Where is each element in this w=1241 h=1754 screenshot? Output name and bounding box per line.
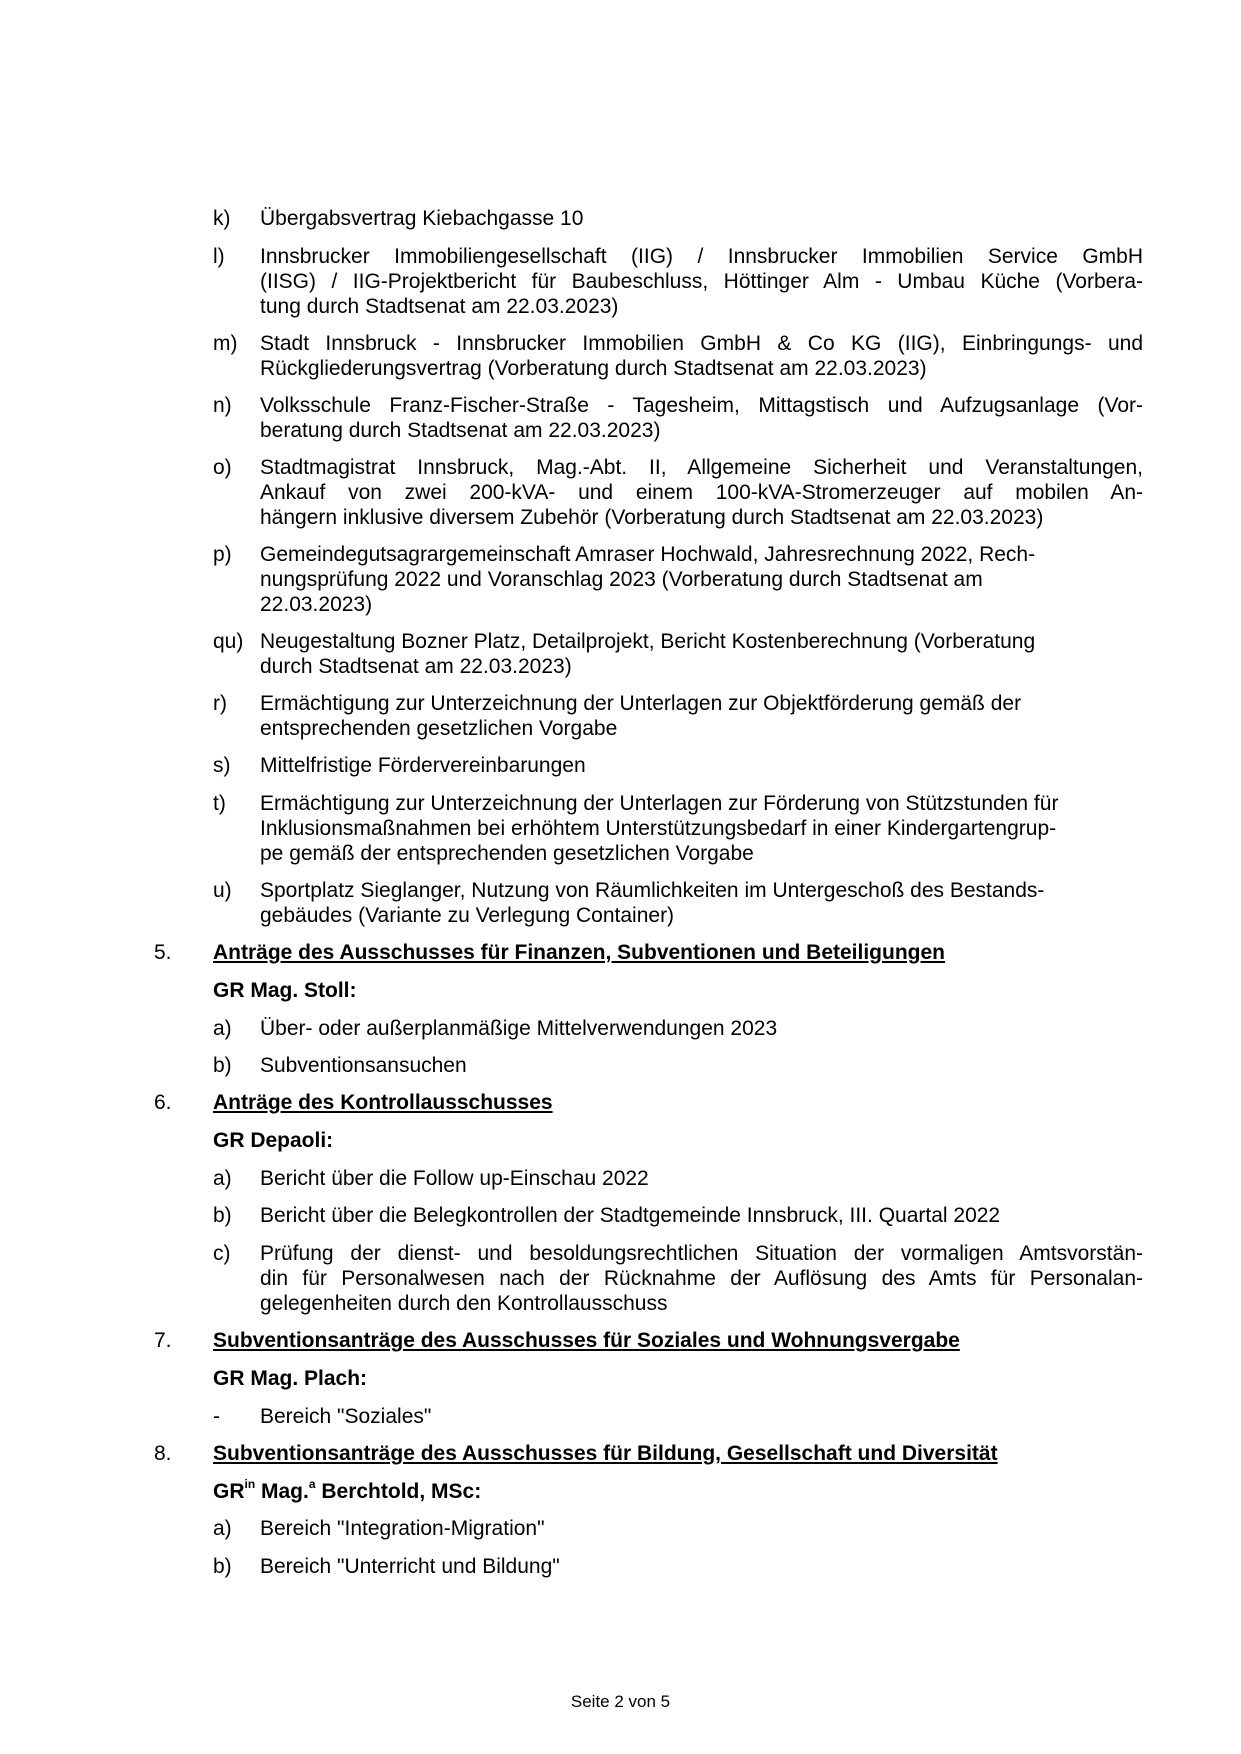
item-text xyxy=(260,629,1143,679)
item-text: Über- oder außerplanmäßige Mittelverwendungen 2023 xyxy=(260,1017,778,1040)
item-text: Übergabsvertrag Kiebachgasse 10 xyxy=(260,207,584,230)
item-text-line: Inklusionsmaßnahmen bei erhöhtem Unterstützungsbedarf in einer Kindergartengrup- xyxy=(260,817,1057,840)
section-number: 8. xyxy=(154,1442,172,1465)
item-text-line: Ermächtigung zur Unterzeichnung der Unterlagen zur Förderung von Stützstunden für xyxy=(260,792,1059,815)
item-text-line: Innsbrucker Immobiliengesellschaft (IIG) / Innsbrucker Immobilien Service GmbH xyxy=(260,245,1143,268)
item-label: s) xyxy=(213,754,231,777)
section-8-speaker xyxy=(213,1479,481,1504)
item-text: Mittelfristige Fördervereinbarungen xyxy=(260,754,586,777)
item-label: r) xyxy=(213,692,227,715)
item-text xyxy=(260,878,1143,928)
item-text-line: Prüfung der dienst- und besoldungsrechtlichen Situation der vormaligen Amtsvorstän- xyxy=(260,1242,1143,1265)
item-text-line: gelegenheiten durch den Kontrollausschuss xyxy=(260,1292,668,1315)
item-label: - xyxy=(213,1405,220,1428)
section-title: Subventionsanträge des Ausschusses für Bildung, Gesellschaft und Diversität xyxy=(213,1442,998,1465)
section-number: 7. xyxy=(154,1329,172,1352)
section-number: 6. xyxy=(154,1091,172,1114)
item-text-line: beratung durch Stadtsenat am 22.03.2023) xyxy=(260,419,661,442)
item-label: n) xyxy=(213,394,232,417)
item-label: b) xyxy=(213,1555,232,1578)
item-text-line: Ankauf von zwei 200-kVA- und einem 100-kVA-Stromerzeuger auf mobilen An- xyxy=(260,481,1143,504)
section-7-speaker: GR Mag. Plach: xyxy=(213,1367,368,1390)
item-text: Bericht über die Follow up-Einschau 2022 xyxy=(260,1167,649,1190)
item-label: k) xyxy=(213,207,231,230)
item-label: a) xyxy=(213,1017,232,1040)
item-text xyxy=(260,1241,1143,1316)
item-text xyxy=(260,455,1143,530)
item-label: p) xyxy=(213,543,232,566)
item-text-line: (IISG) / IIG-Projektbericht für Baubeschluss, Höttinger Alm - Umbau Küche (Vorbera- xyxy=(260,270,1143,293)
item-text-line: Rückgliederungsvertrag (Vorberatung durch Stadtsenat am 22.03.2023) xyxy=(260,357,927,380)
item-label: b) xyxy=(213,1204,232,1227)
item-label: l) xyxy=(213,245,225,268)
item-text-line: nungsprüfung 2022 und Voranschlag 2023 (Vorberatung durch Stadtsenat am xyxy=(260,568,983,591)
item-text-line: hängern inklusive diversem Zubehör (Vorberatung durch Stadtsenat am 22.03.2023) xyxy=(260,506,1044,529)
item-label: o) xyxy=(213,456,232,479)
item-text-line: din für Personalwesen nach der Rücknahme der Auflösung des Amts für Personalan- xyxy=(260,1267,1143,1290)
item-text: Bereich "Unterricht und Bildung" xyxy=(260,1555,560,1578)
section-6-speaker: GR Depaoli: xyxy=(213,1129,334,1152)
item-text: Bericht über die Belegkontrollen der Stadtgemeinde Innsbruck, III. Quartal 2022 xyxy=(260,1204,1001,1227)
item-text-line: entsprechenden gesetzlichen Vorgabe xyxy=(260,717,618,740)
item-text: Subventionsansuchen xyxy=(260,1054,467,1077)
section-title: Subventionsanträge des Ausschusses für Soziales und Wohnungsvergabe xyxy=(213,1329,960,1352)
item-text-line: tung durch Stadtsenat am 22.03.2023) xyxy=(260,295,619,318)
item-text-line: 22.03.2023) xyxy=(260,593,373,616)
section-title: Anträge des Ausschusses für Finanzen, Subventionen und Beteiligungen xyxy=(213,941,945,964)
item-text-line: gebäudes (Variante zu Verlegung Container) xyxy=(260,904,675,927)
item-text-line: Gemeindegutsagrargemeinschaft Amraser Hochwald, Jahresrechnung 2022, Rech- xyxy=(260,543,1036,566)
item-text xyxy=(260,791,1143,866)
item-label: a) xyxy=(213,1517,232,1540)
section-title: Anträge des Kontrollausschusses xyxy=(213,1091,553,1114)
item-text-line: Ermächtigung zur Unterzeichnung der Unterlagen zur Objektförderung gemäß der xyxy=(260,692,1022,715)
item-text xyxy=(260,691,1143,741)
item-label: m) xyxy=(213,332,238,355)
speaker-prefix: GR xyxy=(213,1480,245,1503)
item-label: qu) xyxy=(213,630,244,653)
item-text-line: Volksschule Franz-Fischer-Straße - Tagesheim, Mittagstisch und Aufzugsanlage (Vor- xyxy=(260,394,1143,417)
item-text-line: durch Stadtsenat am 22.03.2023) xyxy=(260,655,572,678)
item-text: Bereich "Soziales" xyxy=(260,1405,432,1428)
speaker-name: Berchtold, MSc: xyxy=(315,1480,482,1503)
item-text: Bereich "Integration-Migration" xyxy=(260,1517,545,1540)
item-text xyxy=(260,331,1143,381)
item-label: a) xyxy=(213,1167,232,1190)
item-label: t) xyxy=(213,792,226,815)
item-text-line: pe gemäß der entsprechenden gesetzlichen Vorgabe xyxy=(260,842,754,865)
page-number-footer: Seite 2 von 5 xyxy=(570,1692,671,1711)
speaker-sup-in: in xyxy=(244,1477,256,1491)
speaker-title: Mag. xyxy=(255,1480,309,1503)
item-label: u) xyxy=(213,879,232,902)
item-text-line: Stadtmagistrat Innsbruck, Mag.-Abt. II, Allgemeine Sicherheit und Veranstaltungen, xyxy=(260,456,1143,479)
item-text xyxy=(260,393,1143,443)
item-text-line: Stadt Innsbruck - Innsbrucker Immobilien GmbH & Co KG (IIG), Einbringungs- und xyxy=(260,332,1143,355)
item-text-line: Neugestaltung Bozner Platz, Detailprojekt, Bericht Kostenberechnung (Vorberatung xyxy=(260,630,1036,653)
item-text-line: Sportplatz Sieglanger, Nutzung von Räumlichkeiten im Untergeschoß des Bestands- xyxy=(260,879,1045,902)
section-number: 5. xyxy=(154,941,172,964)
item-label: b) xyxy=(213,1054,232,1077)
item-text xyxy=(260,244,1143,319)
item-label: c) xyxy=(213,1242,231,1265)
speaker-sup-a: a xyxy=(308,1477,316,1491)
item-text xyxy=(260,542,1143,617)
section-5-speaker: GR Mag. Stoll: xyxy=(213,979,357,1002)
